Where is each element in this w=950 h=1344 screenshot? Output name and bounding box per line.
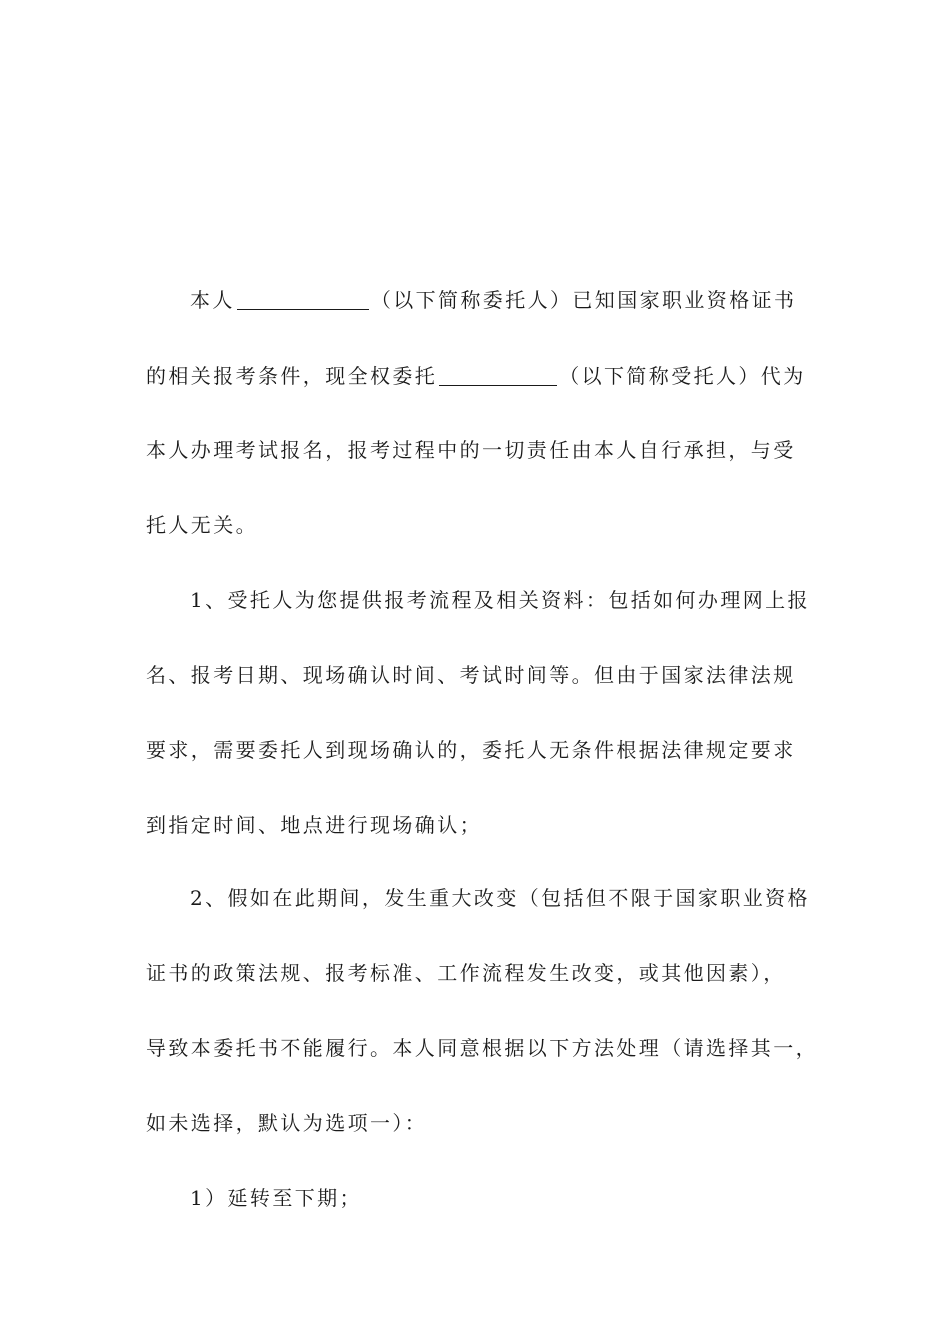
intro-line-4: 托人无关。	[146, 513, 258, 537]
intro-line-3: 本人办理考试报名，报考过程中的一切责任由本人自行承担，与受	[146, 438, 796, 462]
intro-text: （以下简称受托人）代为	[559, 364, 806, 388]
intro-text: 的相关报考条件，现全权委托	[146, 364, 438, 388]
item1-line-1: 1、受托人为您提供报考流程及相关资料：包括如何办理网上报	[190, 588, 810, 612]
item1-line-2: 名、报考日期、现场确认时间、考试时间等。但由于国家法律法规	[146, 663, 796, 687]
item2-line-4: 如未选择，默认为选项一）：	[146, 1111, 428, 1135]
item1-line-4: 到指定时间、地点进行现场确认；	[146, 813, 482, 837]
option-1: 1）延转至下期；	[190, 1186, 362, 1210]
principal-name-blank[interactable]	[237, 287, 369, 310]
intro-text: （以下简称委托人）已知国家职业资格证书	[370, 288, 797, 312]
item2-line-1: 2、假如在此期间，发生重大改变（包括但不限于国家职业资格	[190, 886, 810, 910]
agent-name-blank[interactable]	[439, 363, 557, 386]
item2-line-2: 证书的政策法规、报考标准、工作流程发生改变，或其他因素），	[146, 961, 786, 985]
item2-line-3: 导致本委托书不能履行。本人同意根据以下方法处理（请选择其一，	[146, 1036, 818, 1060]
intro-line-1	[190, 280, 816, 320]
intro-line-2	[146, 356, 816, 396]
intro-text: 本人	[190, 288, 235, 312]
item1-line-3: 要求，需要委托人到现场确认的，委托人无条件根据法律规定要求	[146, 738, 796, 762]
